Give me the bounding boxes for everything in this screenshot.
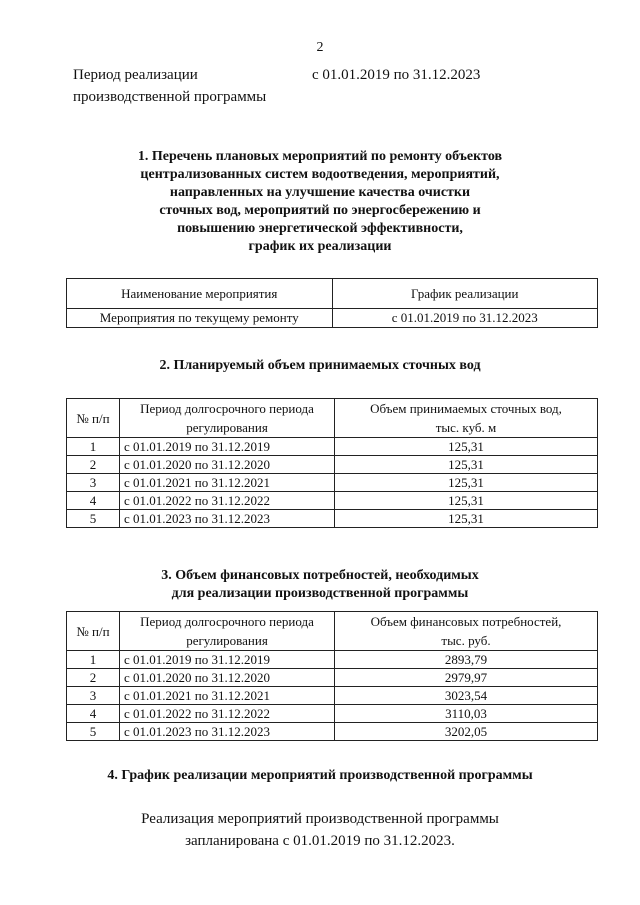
financial-needs-table [66,611,598,741]
table-row [67,510,598,528]
row-period: с 01.01.2019 по 31.12.2019 [120,651,335,669]
schedule-cell: с 01.01.2019 по 31.12.2023 [332,309,598,328]
section1-title-line: направленных на улучшение качества очистки [169,185,471,200]
table-row [67,309,598,328]
period-label [73,64,293,108]
section1-title [0,148,640,256]
section3-title-line2: для реализации производственной программы [171,586,469,601]
table-row [67,438,598,456]
row-finance: 3023,54 [335,687,598,705]
header-number: № п/п [67,612,120,651]
section4-text-line1: Реализация мероприятий производственной программы [141,811,499,827]
row-volume: 125,31 [335,492,598,510]
header-activity-name: Наименование мероприятия [67,279,333,309]
row-number: 4 [67,705,120,723]
row-volume: 125,31 [335,456,598,474]
table-header-row [67,279,598,309]
table-row [67,669,598,687]
row-number: 4 [67,492,120,510]
row-volume: 125,31 [335,510,598,528]
section3-title-line1: 3. Объем финансовых потребностей, необходимых [161,568,479,583]
header-period-line1: Период долгосрочного периода [140,401,314,416]
period-label-line1: Период реализации [73,67,198,83]
header-schedule: График реализации [332,279,598,309]
header-volume [335,399,598,438]
table-header-row [67,399,598,438]
header-period-line2: регулирования [186,633,268,648]
row-number: 3 [67,687,120,705]
section2-title: 2. Планируемый объем принимаемых сточных вод [159,358,481,373]
header-volume-line2: тыс. куб. м [435,420,497,435]
row-number: 2 [67,456,120,474]
row-volume: 125,31 [335,474,598,492]
table-row [67,723,598,741]
section1-title-line: повышению энергетической эффективности, [177,221,463,236]
table-row [67,474,598,492]
header-finance-line2: тыс. руб. [441,633,491,648]
row-number: 1 [67,438,120,456]
row-finance: 3110,03 [335,705,598,723]
row-period: с 01.01.2021 по 31.12.2021 [120,687,335,705]
row-period: с 01.01.2023 по 31.12.2023 [120,510,335,528]
header-volume-line1: Объем принимаемых сточных вод, [370,401,562,416]
section4-text [0,808,640,852]
row-volume: 125,31 [335,438,598,456]
header-number: № п/п [67,399,120,438]
section3-title [0,567,640,603]
row-period: с 01.01.2021 по 31.12.2021 [120,474,335,492]
row-number: 5 [67,510,120,528]
row-period: с 01.01.2022 по 31.12.2022 [120,705,335,723]
section1-title-line: сточных вод, мероприятий по энергосбережению и [159,203,481,218]
row-number: 2 [67,669,120,687]
row-period: с 01.01.2020 по 31.12.2020 [120,456,335,474]
row-finance: 2979,97 [335,669,598,687]
table-row [67,705,598,723]
section1-title-line: централизованных систем водоотведения, мероприятий, [140,167,500,182]
period-label-line2: производственной программы [73,89,267,105]
activities-table [66,278,598,328]
section4-text-line2: запланирована с 01.01.2019 по 31.12.2023. [185,833,455,849]
row-period: с 01.01.2019 по 31.12.2019 [120,438,335,456]
header-finance [335,612,598,651]
section1-title-line: график их реализации [248,239,392,254]
section4-title: 4. График реализации мероприятий производственной программы [107,768,533,783]
table-row [67,456,598,474]
header-period-line2: регулирования [186,420,268,435]
header-period [120,399,335,438]
wastewater-volume-table [66,398,598,528]
section1-title-line: 1. Перечень плановых мероприятий по ремонту объектов [137,149,503,164]
table-row [67,651,598,669]
header-finance-line1: Объем финансовых потребностей, [370,614,562,629]
row-finance: 3202,05 [335,723,598,741]
row-number: 3 [67,474,120,492]
row-period: с 01.01.2023 по 31.12.2023 [120,723,335,741]
table-row [67,687,598,705]
row-number: 5 [67,723,120,741]
table-header-row [67,612,598,651]
row-number: 1 [67,651,120,669]
period-value: с 01.01.2019 по 31.12.2023 [312,67,481,83]
table-row [67,492,598,510]
activity-name-cell: Мероприятия по текущему ремонту [67,309,333,328]
row-period: с 01.01.2022 по 31.12.2022 [120,492,335,510]
header-period-line1: Период долгосрочного периода [140,614,314,629]
row-finance: 2893,79 [335,651,598,669]
page-number: 2 [316,40,324,55]
row-period: с 01.01.2020 по 31.12.2020 [120,669,335,687]
header-period [120,612,335,651]
